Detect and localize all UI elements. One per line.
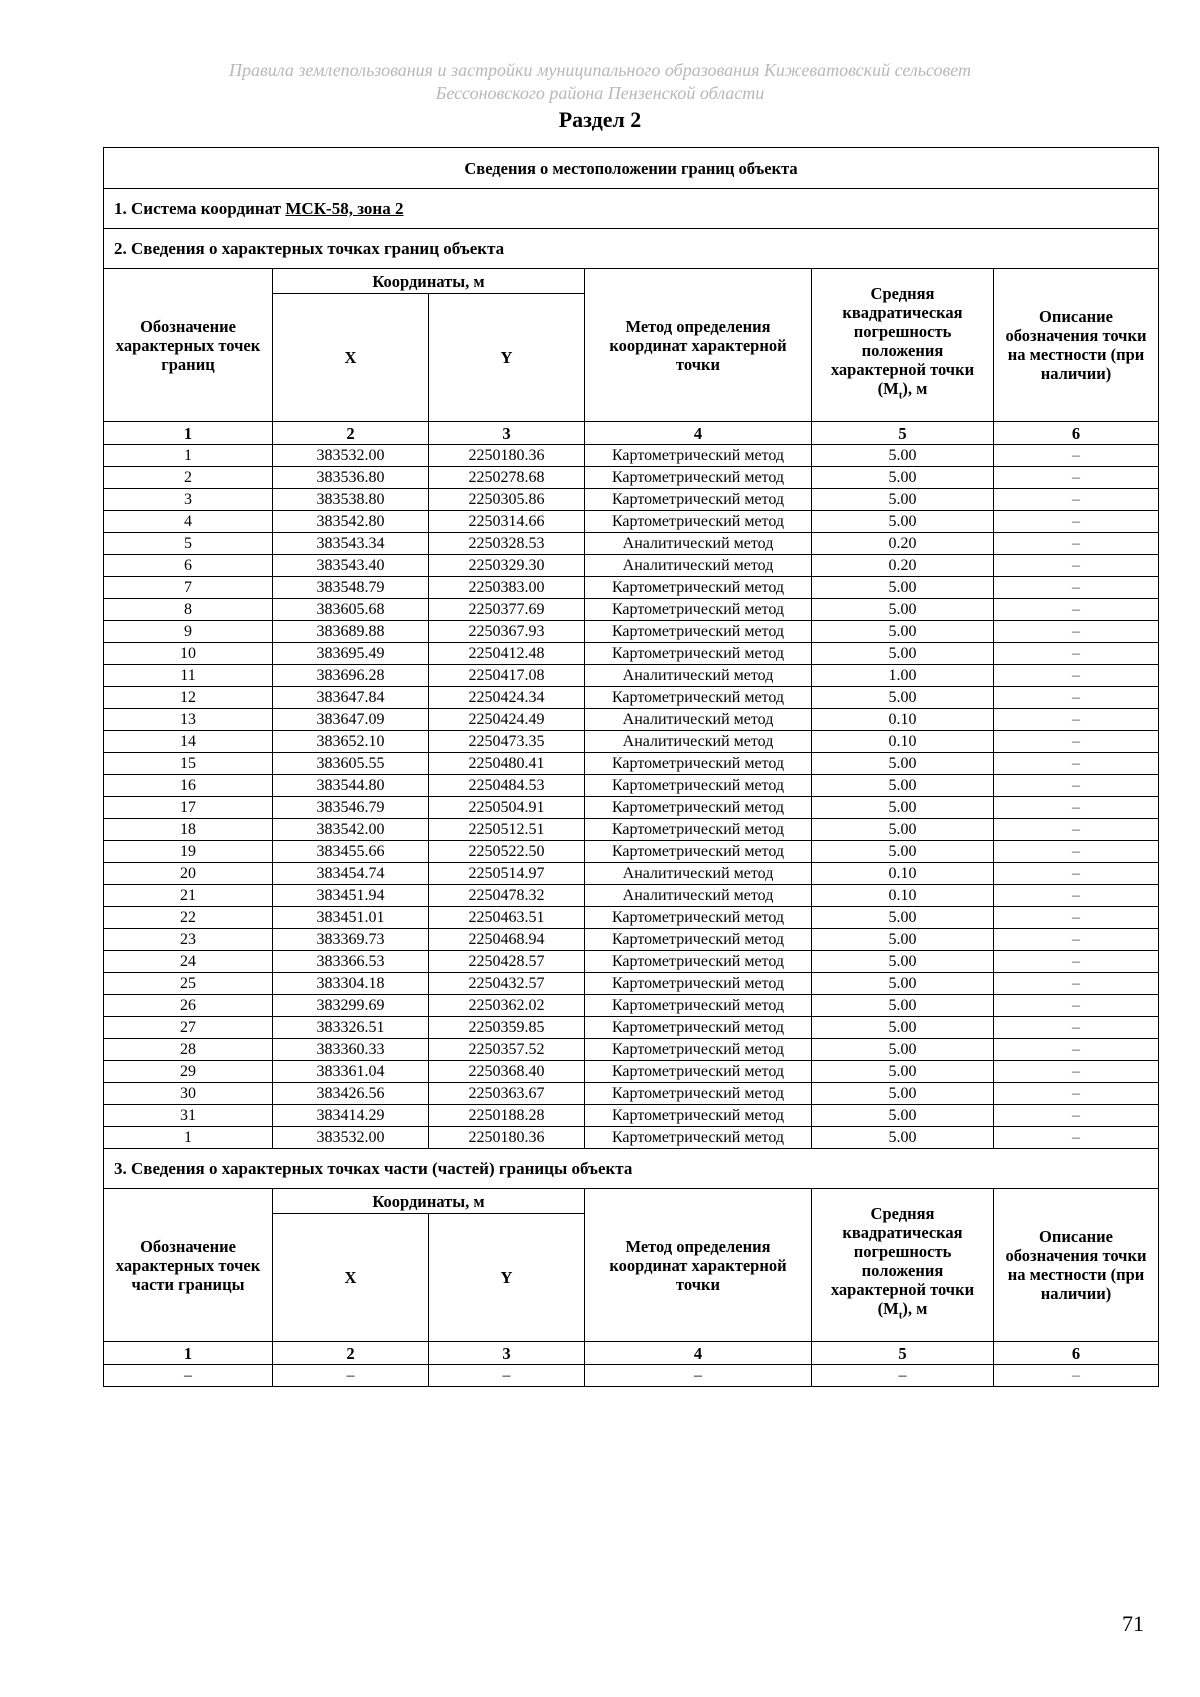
error-cell: 5.00 <box>812 511 994 533</box>
x-cell: 383543.34 <box>273 533 429 555</box>
x-cell: 383696.28 <box>273 665 429 687</box>
method-cell: Картометрический метод <box>585 929 812 951</box>
header-error: Средняя квадратическая погрешность положения характерной точки $(M_t)$, м <box>812 269 994 422</box>
table-row <box>104 687 1159 709</box>
x-cell: 383543.40 <box>273 555 429 577</box>
y-cell: 2250368.40 <box>429 1061 585 1083</box>
column-number: 5 <box>812 1342 994 1365</box>
description-cell: – <box>994 797 1159 819</box>
y-cell: 2250468.94 <box>429 929 585 951</box>
description-cell: – <box>994 841 1159 863</box>
point-id-cell: 3 <box>104 489 273 511</box>
point-id-cell: 1 <box>104 1127 273 1149</box>
y-cell: 2250362.02 <box>429 995 585 1017</box>
error-cell: 0.20 <box>812 533 994 555</box>
description-cell: – <box>994 951 1159 973</box>
description-cell: – <box>994 467 1159 489</box>
description-cell: – <box>994 929 1159 951</box>
description-cell: – <box>994 687 1159 709</box>
y-cell: 2250377.69 <box>429 599 585 621</box>
x-cell: 383304.18 <box>273 973 429 995</box>
point-id-cell: 2 <box>104 467 273 489</box>
y-cell: 2250359.85 <box>429 1017 585 1039</box>
x-cell: 383544.80 <box>273 775 429 797</box>
y-cell: 2250357.52 <box>429 1039 585 1061</box>
x-cell: 383414.29 <box>273 1105 429 1127</box>
column-number: 3 <box>429 422 585 445</box>
x-cell: 383369.73 <box>273 929 429 951</box>
header-method: Метод определения координат характерной точки <box>585 269 812 422</box>
table-row <box>104 511 1159 533</box>
points-title-row <box>104 229 1159 269</box>
error-cell: 5.00 <box>812 489 994 511</box>
x-cell: 383546.79 <box>273 797 429 819</box>
column-number: 3 <box>429 1342 585 1365</box>
point-id-cell: 31 <box>104 1105 273 1127</box>
table-row <box>104 445 1159 467</box>
point-id-cell: 4 <box>104 511 273 533</box>
parts-column-number-row <box>104 1342 1159 1365</box>
point-id-cell: 23 <box>104 929 273 951</box>
error-cell: 5.00 <box>812 621 994 643</box>
header-y: Y <box>429 294 585 422</box>
description-cell: – <box>994 995 1159 1017</box>
point-id-cell: 12 <box>104 687 273 709</box>
method-cell: Картометрический метод <box>585 841 812 863</box>
coord-system-label: 1. Система координат <box>114 199 282 218</box>
x-cell: 383689.88 <box>273 621 429 643</box>
table-row <box>104 643 1159 665</box>
description-cell: – <box>994 973 1159 995</box>
point-id-cell: 11 <box>104 665 273 687</box>
column-number: 6 <box>994 422 1159 445</box>
parts-header-method: Метод определения координат характерной точки <box>585 1189 812 1342</box>
method-cell: Картометрический метод <box>585 599 812 621</box>
x-cell: 383366.53 <box>273 951 429 973</box>
error-cell: 5.00 <box>812 643 994 665</box>
method-cell: Картометрический метод <box>585 995 812 1017</box>
table-row <box>104 533 1159 555</box>
y-cell: 2250514.97 <box>429 863 585 885</box>
error-cell: 5.00 <box>812 445 994 467</box>
error-cell: 5.00 <box>812 687 994 709</box>
error-cell: 5.00 <box>812 797 994 819</box>
header-coordinates: Координаты, м <box>273 269 585 294</box>
y-cell: 2250432.57 <box>429 973 585 995</box>
table-row <box>104 1127 1159 1149</box>
y-cell: 2250188.28 <box>429 1105 585 1127</box>
boundary-table <box>103 147 1159 1387</box>
point-id-cell: 15 <box>104 753 273 775</box>
y-cell: 2250180.36 <box>429 1127 585 1149</box>
error-cell: 0.10 <box>812 731 994 753</box>
running-header-line-2: Бессоновского района Пензенской области <box>435 83 765 103</box>
point-id-cell: 18 <box>104 819 273 841</box>
description-cell: – <box>994 907 1159 929</box>
y-cell: 2250480.41 <box>429 753 585 775</box>
parts-header-coordinates: Координаты, м <box>273 1189 585 1214</box>
y-cell: 2250412.48 <box>429 643 585 665</box>
point-id-cell: 17 <box>104 797 273 819</box>
error-cell: 5.00 <box>812 577 994 599</box>
coord-system-cell <box>104 189 1159 229</box>
section-title: Раздел 2 <box>558 107 642 132</box>
error-cell: 5.00 <box>812 599 994 621</box>
point-id-cell: 29 <box>104 1061 273 1083</box>
parts-title: 3. Сведения о характерных точках части (частей) границы объекта <box>104 1149 1159 1189</box>
header-x: X <box>273 294 429 422</box>
error-cell: 5.00 <box>812 973 994 995</box>
x-cell: 383647.84 <box>273 687 429 709</box>
x-cell: 383548.79 <box>273 577 429 599</box>
table-row <box>104 775 1159 797</box>
y-cell: – <box>429 1365 585 1387</box>
error-cell: 5.00 <box>812 1083 994 1105</box>
y-cell: 2250424.34 <box>429 687 585 709</box>
description-cell: – <box>994 819 1159 841</box>
method-cell: Картометрический метод <box>585 907 812 929</box>
table-row <box>104 621 1159 643</box>
error-cell: 5.00 <box>812 1039 994 1061</box>
description-cell: – <box>994 555 1159 577</box>
table-row <box>104 665 1159 687</box>
point-id-cell: 14 <box>104 731 273 753</box>
header-description: Описание обозначения точки на местности (при наличии) <box>994 269 1159 422</box>
page-number: 71 <box>1122 1611 1144 1636</box>
method-cell: Картометрический метод <box>585 467 812 489</box>
description-cell: – <box>994 1083 1159 1105</box>
x-cell: 383652.10 <box>273 731 429 753</box>
parts-header-error: Средняя квадратическая погрешность положения характерной точки $(M_t)$, м <box>812 1189 994 1342</box>
column-number: 4 <box>585 1342 812 1365</box>
description-cell: – <box>994 1365 1159 1387</box>
table-row <box>104 489 1159 511</box>
description-cell: – <box>994 1105 1159 1127</box>
method-cell: Картометрический метод <box>585 577 812 599</box>
method-cell: Картометрический метод <box>585 687 812 709</box>
table-row <box>104 1105 1159 1127</box>
description-cell: – <box>994 599 1159 621</box>
column-number: 5 <box>812 422 994 445</box>
y-cell: 2250314.66 <box>429 511 585 533</box>
method-cell: Картометрический метод <box>585 1083 812 1105</box>
x-cell: 383605.55 <box>273 753 429 775</box>
error-cell: 0.10 <box>812 863 994 885</box>
x-cell: 383426.56 <box>273 1083 429 1105</box>
description-cell: – <box>994 533 1159 555</box>
x-cell: 383299.69 <box>273 995 429 1017</box>
table-row <box>104 599 1159 621</box>
method-cell: Картометрический метод <box>585 797 812 819</box>
description-cell: – <box>994 1127 1159 1149</box>
description-cell: – <box>994 709 1159 731</box>
error-cell: 5.00 <box>812 841 994 863</box>
parts-title-row <box>104 1149 1159 1189</box>
method-cell: Аналитический метод <box>585 709 812 731</box>
x-cell: 383454.74 <box>273 863 429 885</box>
point-id-cell: 28 <box>104 1039 273 1061</box>
table-row <box>104 863 1159 885</box>
method-cell: Картометрический метод <box>585 1039 812 1061</box>
point-id-cell: 10 <box>104 643 273 665</box>
method-cell: Картометрический метод <box>585 445 812 467</box>
coord-system-row <box>104 189 1159 229</box>
description-cell: – <box>994 489 1159 511</box>
table-row <box>104 885 1159 907</box>
table-row <box>104 841 1159 863</box>
y-cell: 2250180.36 <box>429 445 585 467</box>
method-cell: Картометрический метод <box>585 1061 812 1083</box>
description-cell: – <box>994 1017 1159 1039</box>
x-cell: 383326.51 <box>273 1017 429 1039</box>
method-cell: Картометрический метод <box>585 489 812 511</box>
description-cell: – <box>994 577 1159 599</box>
description-cell: – <box>994 643 1159 665</box>
table-row <box>104 577 1159 599</box>
error-cell: 5.00 <box>812 907 994 929</box>
description-cell: – <box>994 753 1159 775</box>
error-cell: 5.00 <box>812 951 994 973</box>
header-designation: Обозначение характерных точек границ <box>104 269 273 422</box>
error-cell: 5.00 <box>812 819 994 841</box>
x-cell: 383542.80 <box>273 511 429 533</box>
error-cell: 5.00 <box>812 753 994 775</box>
method-cell: Картометрический метод <box>585 1105 812 1127</box>
column-number: 1 <box>104 422 273 445</box>
x-cell: 383647.09 <box>273 709 429 731</box>
method-cell: Картометрический метод <box>585 511 812 533</box>
method-cell: Картометрический метод <box>585 1127 812 1149</box>
method-cell: Картометрический метод <box>585 643 812 665</box>
error-cell: 5.00 <box>812 1127 994 1149</box>
description-cell: – <box>994 863 1159 885</box>
point-id-cell: 21 <box>104 885 273 907</box>
error-cell: 5.00 <box>812 1017 994 1039</box>
y-cell: 2250473.35 <box>429 731 585 753</box>
point-id-cell: 27 <box>104 1017 273 1039</box>
table-row <box>104 1365 1159 1387</box>
point-id-cell: 30 <box>104 1083 273 1105</box>
point-id-cell: 1 <box>104 445 273 467</box>
description-cell: – <box>994 1061 1159 1083</box>
method-cell: Аналитический метод <box>585 555 812 577</box>
y-cell: 2250328.53 <box>429 533 585 555</box>
x-cell: 383605.68 <box>273 599 429 621</box>
table-row <box>104 797 1159 819</box>
point-id-cell: 5 <box>104 533 273 555</box>
column-number: 4 <box>585 422 812 445</box>
point-id-cell: 25 <box>104 973 273 995</box>
y-cell: 2250484.53 <box>429 775 585 797</box>
table-row <box>104 1039 1159 1061</box>
y-cell: 2250367.93 <box>429 621 585 643</box>
description-cell: – <box>994 731 1159 753</box>
y-cell: 2250363.67 <box>429 1083 585 1105</box>
method-cell: Аналитический метод <box>585 533 812 555</box>
point-id-cell: 22 <box>104 907 273 929</box>
point-id-cell: 8 <box>104 599 273 621</box>
method-cell: Картометрический метод <box>585 775 812 797</box>
points-title: 2. Сведения о характерных точках границ объекта <box>104 229 1159 269</box>
description-cell: – <box>994 445 1159 467</box>
parts-header-description: Описание обозначения точки на местности (при наличии) <box>994 1189 1159 1342</box>
point-id-cell: 16 <box>104 775 273 797</box>
column-number: 2 <box>273 422 429 445</box>
parts-header-designation: Обозначение характерных точек части границы <box>104 1189 273 1342</box>
table-row <box>104 973 1159 995</box>
table-row <box>104 907 1159 929</box>
x-cell: 383360.33 <box>273 1039 429 1061</box>
description-cell: – <box>994 665 1159 687</box>
method-cell: Картометрический метод <box>585 621 812 643</box>
table-row <box>104 1083 1159 1105</box>
method-cell: Аналитический метод <box>585 731 812 753</box>
table-row <box>104 995 1159 1017</box>
y-cell: 2250463.51 <box>429 907 585 929</box>
point-id-cell: 26 <box>104 995 273 1017</box>
point-id-cell: 19 <box>104 841 273 863</box>
table-row <box>104 951 1159 973</box>
column-number-row <box>104 422 1159 445</box>
parts-header-row-1 <box>104 1189 1159 1214</box>
y-cell: 2250424.49 <box>429 709 585 731</box>
y-cell: 2250278.68 <box>429 467 585 489</box>
y-cell: 2250329.30 <box>429 555 585 577</box>
error-cell: 5.00 <box>812 467 994 489</box>
table-row <box>104 1017 1159 1039</box>
method-cell: Картометрический метод <box>585 1017 812 1039</box>
description-cell: – <box>994 621 1159 643</box>
point-id-cell: 13 <box>104 709 273 731</box>
table-title-row <box>104 148 1159 189</box>
table-row <box>104 555 1159 577</box>
x-cell: 383532.00 <box>273 1127 429 1149</box>
table-row <box>104 819 1159 841</box>
table-row <box>104 753 1159 775</box>
error-cell: 0.10 <box>812 709 994 731</box>
x-cell: 383451.01 <box>273 907 429 929</box>
column-number: 1 <box>104 1342 273 1365</box>
x-cell: 383695.49 <box>273 643 429 665</box>
x-cell: 383455.66 <box>273 841 429 863</box>
method-cell: Картометрический метод <box>585 973 812 995</box>
point-id-cell: 9 <box>104 621 273 643</box>
table-row <box>104 1061 1159 1083</box>
x-cell: 383536.80 <box>273 467 429 489</box>
x-cell: 383361.04 <box>273 1061 429 1083</box>
column-number: 2 <box>273 1342 429 1365</box>
error-cell: 0.20 <box>812 555 994 577</box>
column-number: 6 <box>994 1342 1159 1365</box>
y-cell: 2250512.51 <box>429 819 585 841</box>
table-row <box>104 731 1159 753</box>
error-cell: 5.00 <box>812 1061 994 1083</box>
table-row <box>104 929 1159 951</box>
error-cell: – <box>812 1365 994 1387</box>
method-cell: Аналитический метод <box>585 665 812 687</box>
y-cell: 2250428.57 <box>429 951 585 973</box>
point-id-cell: 20 <box>104 863 273 885</box>
y-cell: 2250383.00 <box>429 577 585 599</box>
x-cell: 383538.80 <box>273 489 429 511</box>
running-header-line-1: Правила землепользования и застройки муниципального образования Кижеватовский сельсовет <box>228 60 972 80</box>
description-cell: – <box>994 511 1159 533</box>
method-cell: Картометрический метод <box>585 951 812 973</box>
x-cell: – <box>273 1365 429 1387</box>
y-cell: 2250504.91 <box>429 797 585 819</box>
error-cell: 5.00 <box>812 929 994 951</box>
parts-header-x: X <box>273 1214 429 1342</box>
x-cell: 383532.00 <box>273 445 429 467</box>
error-cell: 5.00 <box>812 1105 994 1127</box>
method-cell: Картометрический метод <box>585 753 812 775</box>
y-cell: 2250522.50 <box>429 841 585 863</box>
header-row-1 <box>104 269 1159 294</box>
y-cell: 2250478.32 <box>429 885 585 907</box>
y-cell: 2250305.86 <box>429 489 585 511</box>
point-id-cell: 24 <box>104 951 273 973</box>
y-cell: 2250417.08 <box>429 665 585 687</box>
parts-header-y: Y <box>429 1214 585 1342</box>
method-cell: – <box>585 1365 812 1387</box>
method-cell: Картометрический метод <box>585 819 812 841</box>
error-cell: 5.00 <box>812 775 994 797</box>
method-cell: Аналитический метод <box>585 885 812 907</box>
coord-system-value: МСК-58, зона 2 <box>285 199 404 218</box>
description-cell: – <box>994 885 1159 907</box>
description-cell: – <box>994 775 1159 797</box>
point-id-cell: 6 <box>104 555 273 577</box>
description-cell: – <box>994 1039 1159 1061</box>
x-cell: 383451.94 <box>273 885 429 907</box>
error-cell: 5.00 <box>812 995 994 1017</box>
table-row <box>104 467 1159 489</box>
point-id-cell: 7 <box>104 577 273 599</box>
error-cell: 1.00 <box>812 665 994 687</box>
error-cell: 0.10 <box>812 885 994 907</box>
table-title: Сведения о местоположении границ объекта <box>104 148 1159 189</box>
point-id-cell: – <box>104 1365 273 1387</box>
table-row <box>104 709 1159 731</box>
method-cell: Аналитический метод <box>585 863 812 885</box>
x-cell: 383542.00 <box>273 819 429 841</box>
